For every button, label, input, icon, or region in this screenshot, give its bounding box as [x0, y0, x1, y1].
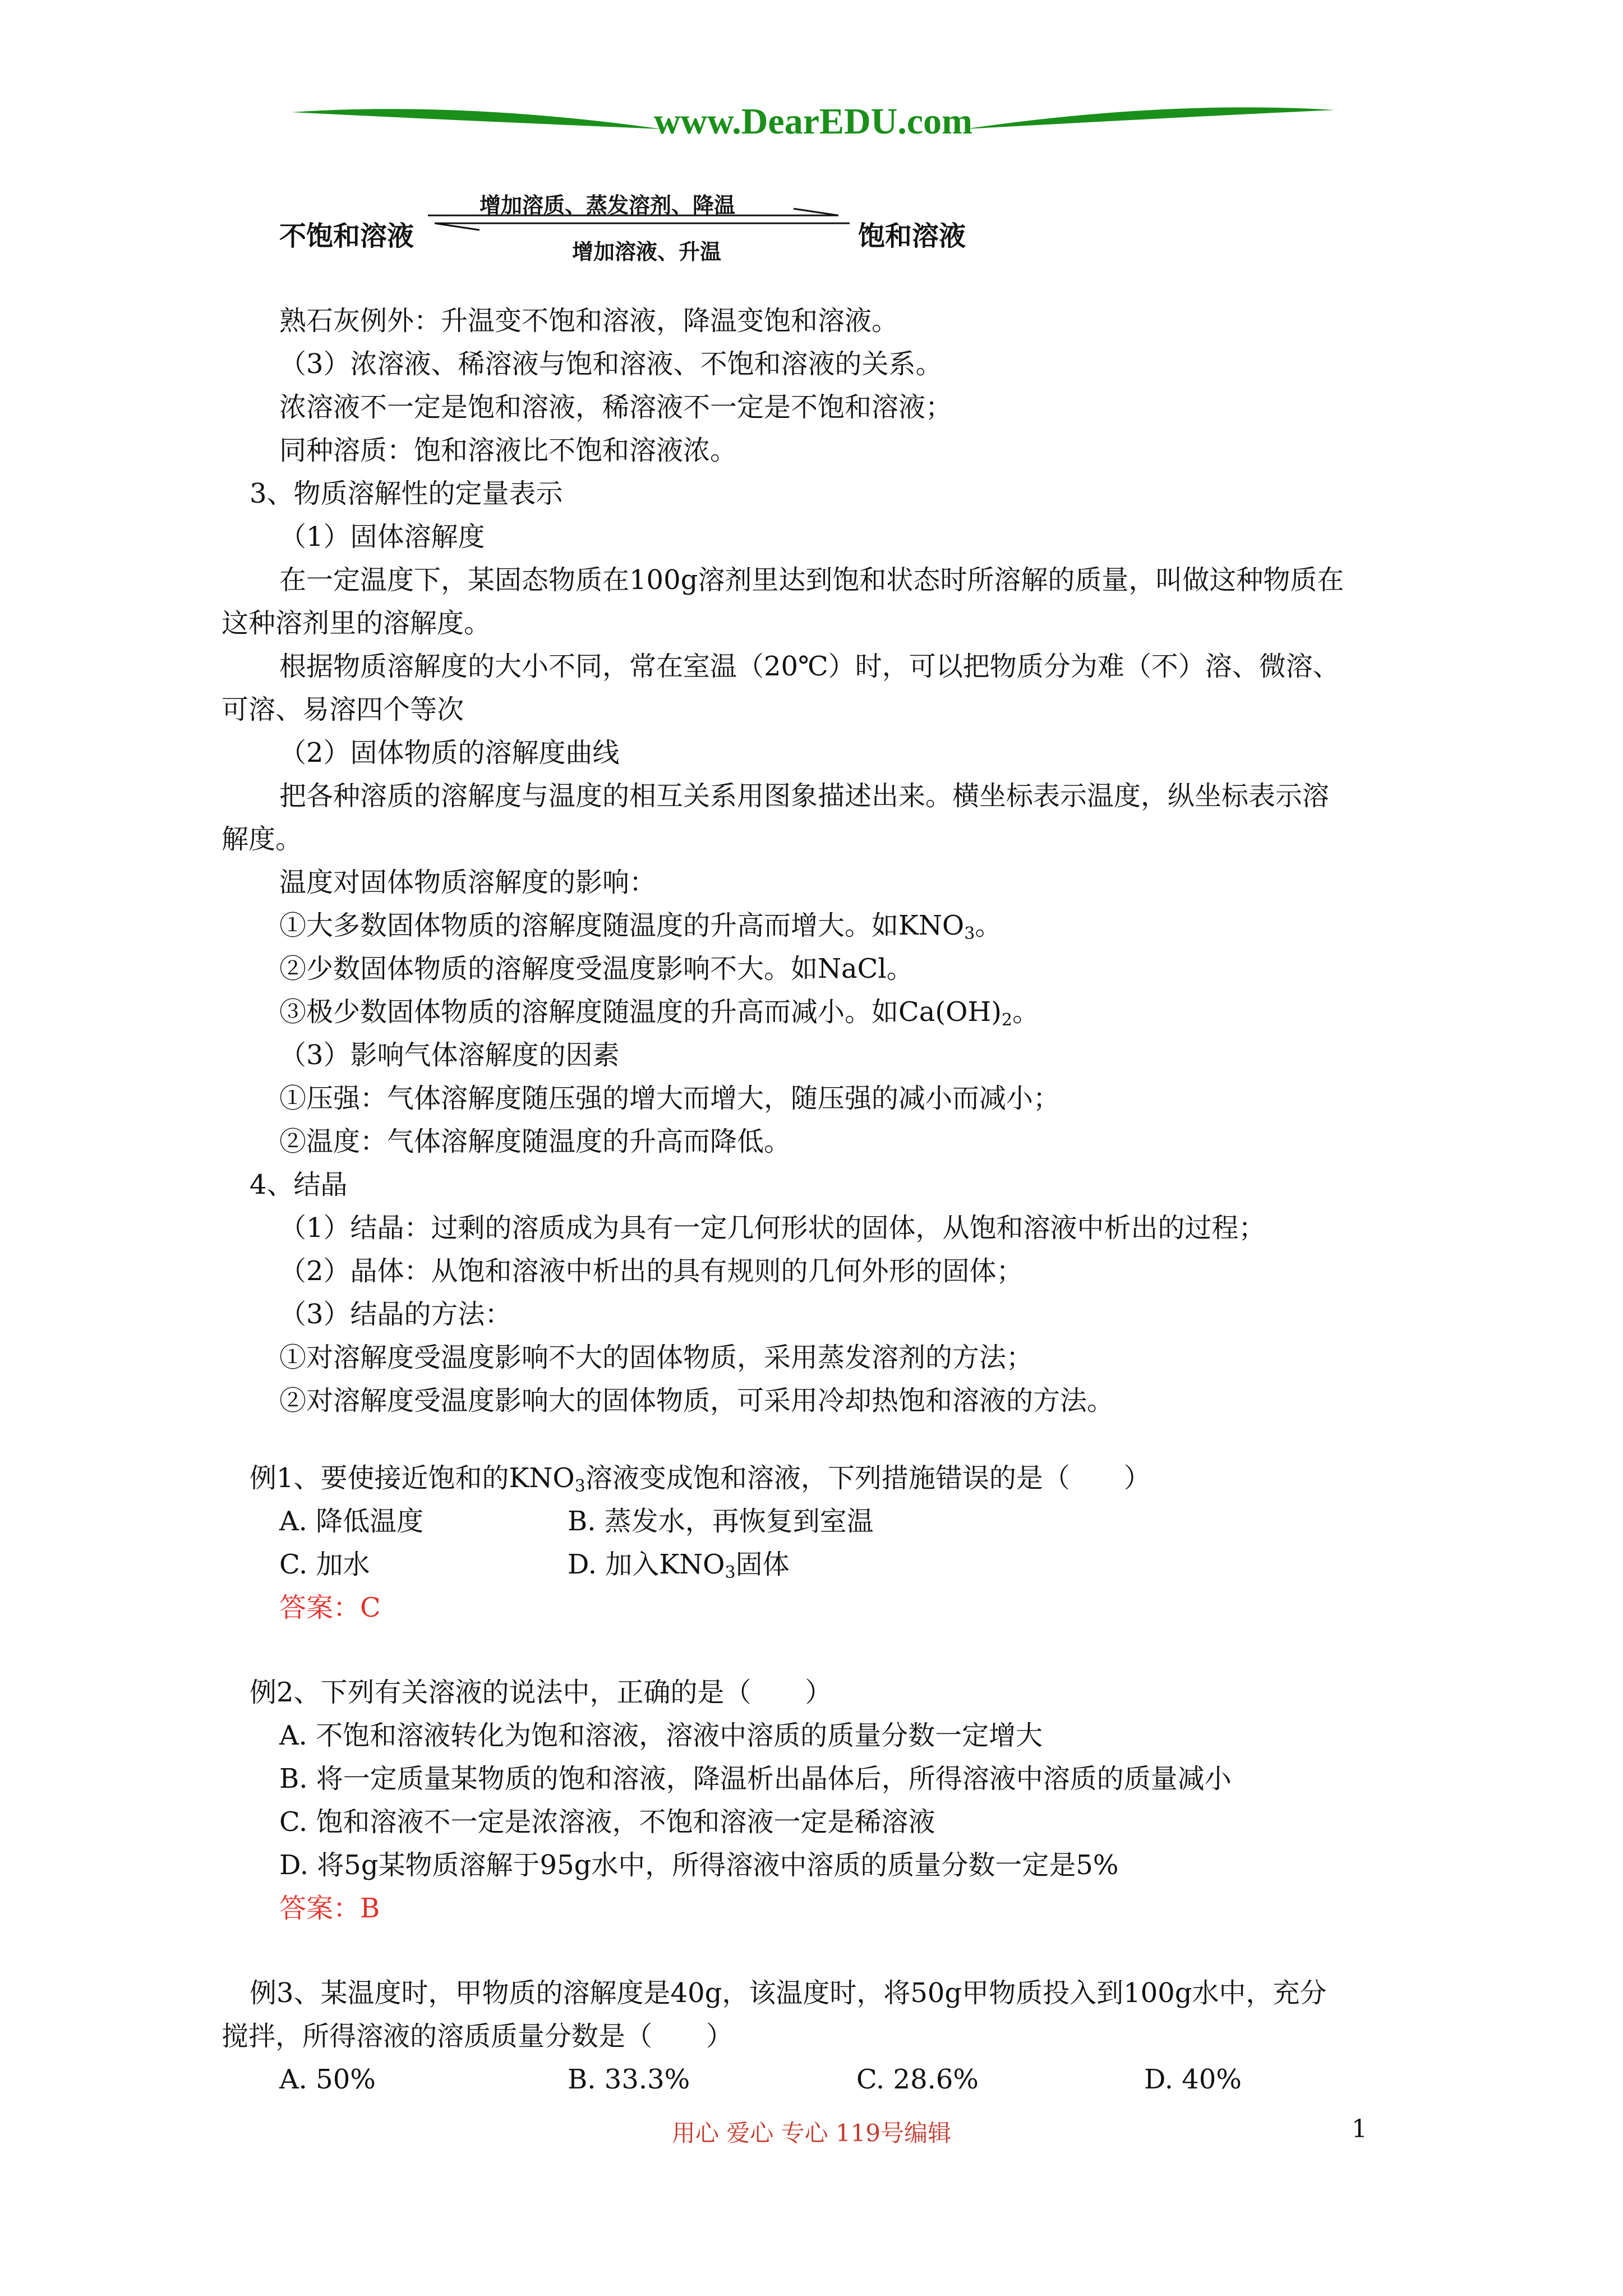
text-line-23: （2）晶体：从饱和溶液中析出的具有规则的几何外形的固体； — [279, 1255, 1023, 1287]
text-line-15 — [279, 908, 1002, 944]
example-3-question-line-2: 搅拌，所得溶液的溶质质量分数是（ ） — [222, 2021, 734, 2052]
example-1-answer: 答案：C — [279, 1592, 381, 1623]
text-line-9: 根据物质溶解度的大小不同，常在室温（20℃）时，可以把物质分为难（不）溶、微溶、 — [279, 651, 1340, 682]
logo-swoosh-left — [292, 109, 662, 129]
text-line-19: ①压强：气体溶解度随压强的增大而增大，随压强的减小而减小； — [279, 1083, 1061, 1114]
example-1-question-sub: 3 — [574, 1476, 585, 1496]
text-line-26: ②对溶解度受温度影响大的固体物质，可采用冷却热饱和溶液的方法。 — [279, 1385, 1114, 1416]
example-1-option-a: A. 降低温度 — [279, 1506, 424, 1537]
text-line-15-end: 。 — [975, 910, 1002, 941]
text-line-15-main: ①大多数固体物质的溶解度随温度的升高而增大。如KNO — [279, 910, 965, 941]
text-line-16: ②少数固体物质的溶解度受温度影响不大。如NaCl。 — [279, 953, 914, 984]
text-line-17-sub: 2 — [1002, 1010, 1013, 1030]
example-1-option-d-main: D. 加入KNO — [568, 1549, 725, 1580]
text-line-17-main: ③极少数固体物质的溶解度随温度的升高而减小。如Ca(OH) — [279, 996, 1002, 1028]
text-line-24: （3）结晶的方法： — [279, 1299, 512, 1330]
example-2-option-d: D. 将5g某物质溶解于95g水中，所得溶液中溶质的质量分数一定是5% — [279, 1849, 1119, 1881]
diagram-right-label: 饱和溶液 — [858, 220, 966, 252]
text-line-1: 熟石灰例外：升温变不饱和溶液，降温变饱和溶液。 — [279, 305, 899, 337]
text-line-17 — [279, 994, 1039, 1030]
page-number: 1 — [1352, 2115, 1367, 2143]
diagram-arrows — [423, 208, 861, 236]
section-heading-3: 3、物质溶解性的定量表示 — [250, 478, 563, 509]
text-line-3: 浓溶液不一定是饱和溶液，稀溶液不一定是不饱和溶液； — [279, 392, 953, 423]
logo-swoosh-right — [965, 107, 1335, 129]
text-line-11: （2）固体物质的溶解度曲线 — [279, 737, 620, 769]
text-line-25: ①对溶解度受温度影响不大的固体物质，采用蒸发溶剂的方法； — [279, 1342, 1034, 1373]
text-line-4: 同种溶质：饱和溶液比不饱和溶液浓。 — [279, 435, 737, 466]
text-line-6: （1）固体溶解度 — [279, 521, 485, 553]
example-2-answer: 答案：B — [279, 1893, 380, 1924]
backward-arrow-head — [435, 223, 479, 230]
example-1-question-rest: 溶液变成饱和溶液，下列措施错误的是（ ） — [585, 1462, 1151, 1494]
example-3-option-a: A. 50% — [279, 2064, 376, 2095]
example-2-option-a: A. 不饱和溶液转化为饱和溶液，溶液中溶质的质量分数一定增大 — [279, 1720, 1043, 1751]
section-heading-4: 4、结晶 — [250, 1169, 348, 1200]
text-line-22: （1）结晶：过剩的溶质成为具有一定几何形状的固体，从饱和溶液中析出的过程； — [279, 1212, 1266, 1244]
logo-text: www.DearEDU.com — [653, 101, 973, 142]
example-1-option-d — [568, 1547, 790, 1582]
example-1-question-main: 例1、要使接近饱和的KNO — [250, 1462, 575, 1494]
example-1-option-c: C. 加水 — [279, 1549, 370, 1580]
footer-text: 用心 爱心 专心 119号编辑 — [671, 2119, 952, 2147]
example-2-question: 例2、下列有关溶液的说法中，正确的是（ ） — [250, 1677, 832, 1708]
example-3-option-c: C. 28.6% — [856, 2064, 979, 2095]
text-line-7: 在一定温度下，某固态物质在100g溶剂里达到饱和状态时所溶解的质量，叫做这种物质在 — [279, 564, 1344, 596]
text-line-15-sub: 3 — [964, 924, 975, 944]
text-line-14: 温度对固体物质溶解度的影响： — [279, 867, 657, 898]
text-line-20: ②温度：气体溶解度随温度的升高而降低。 — [279, 1126, 791, 1157]
text-line-18: （3）影响气体溶解度的因素 — [279, 1039, 620, 1071]
example-1-question — [250, 1460, 1151, 1496]
example-1-option-d-rest: 固体 — [735, 1549, 790, 1580]
text-line-10: 可溶、易溶四个等次 — [222, 694, 464, 725]
diagram-left-label: 不饱和溶液 — [279, 220, 414, 252]
diagram-top-arrow-label: 增加溶质、蒸发溶剂、降温 — [479, 192, 736, 218]
forward-arrow-head — [794, 209, 838, 215]
example-2-option-c: C. 饱和溶液不一定是浓溶液，不饱和溶液一定是稀溶液 — [279, 1806, 935, 1838]
text-line-2: （3）浓溶液、稀溶液与饱和溶液、不饱和溶液的关系。 — [279, 348, 943, 380]
example-2-option-b: B. 将一定质量某物质的饱和溶液，降温析出晶体后，所得溶液中溶质的质量减小 — [279, 1763, 1232, 1795]
diagram-bottom-arrow-label: 增加溶液、升温 — [572, 239, 722, 264]
header-logo — [292, 90, 1335, 151]
example-3-option-b: B. 33.3% — [568, 2064, 690, 2095]
text-line-13: 解度。 — [222, 823, 303, 855]
example-3-option-d: D. 40% — [1144, 2064, 1242, 2095]
example-1-option-b: B. 蒸发水，再恢复到室温 — [568, 1506, 874, 1537]
example-3-question-line-1: 例3、某温度时，甲物质的溶解度是40g，该温度时，将50g甲物质投入到100g水中，充分 — [250, 1977, 1327, 2009]
text-line-17-end: 。 — [1012, 996, 1040, 1028]
text-line-8: 这种溶剂里的溶解度。 — [222, 608, 491, 639]
text-line-12: 把各种溶质的溶解度与温度的相互关系用图象描述出来。横坐标表示温度，纵坐标表示溶 — [279, 780, 1330, 812]
example-1-option-d-sub: 3 — [725, 1563, 736, 1582]
